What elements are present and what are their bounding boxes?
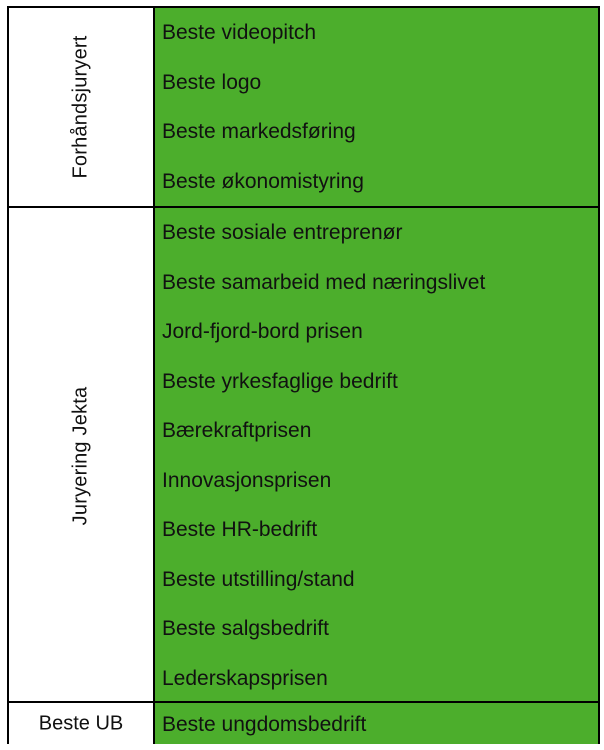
award-item: Beste markedsføring bbox=[162, 120, 356, 143]
section-label: Forhåndsjuryert bbox=[69, 35, 92, 179]
section-forhandsjuryert bbox=[9, 8, 598, 206]
award-list bbox=[155, 8, 598, 206]
award-item: Beste sosiale entreprenør bbox=[162, 221, 403, 244]
award-item: Beste salgsbedrift bbox=[162, 617, 329, 640]
award-item: Jord-fjord-bord prisen bbox=[162, 320, 363, 343]
section-label: Beste UB bbox=[38, 712, 124, 734]
award-item: Beste samarbeid med næringslivet bbox=[162, 270, 486, 294]
section-label-cell bbox=[9, 703, 155, 744]
award-table bbox=[7, 6, 600, 744]
award-item: Beste utstilling/stand bbox=[162, 567, 355, 591]
award-item: Beste logo bbox=[162, 70, 262, 94]
award-list bbox=[155, 208, 598, 703]
award-item: Beste videopitch bbox=[162, 21, 317, 44]
award-item: Beste yrkesfaglige bedrift bbox=[162, 369, 398, 393]
award-item: Lederskapsprisen bbox=[162, 666, 328, 690]
award-item: Innovasjonsprisen bbox=[162, 468, 332, 492]
section-label: Juryering Jekta bbox=[69, 386, 92, 525]
award-item: Beste ungdomsbedrift bbox=[162, 713, 367, 736]
section-label-cell bbox=[9, 208, 155, 703]
section-juryering-jekta bbox=[9, 206, 598, 703]
section-label-cell bbox=[9, 8, 155, 206]
award-item: Beste økonomistyring bbox=[162, 169, 364, 193]
award-item: Bærekraftprisen bbox=[162, 419, 312, 442]
section-beste-ub bbox=[9, 701, 598, 744]
award-list bbox=[155, 703, 598, 744]
award-item: Beste HR-bedrift bbox=[162, 518, 318, 541]
